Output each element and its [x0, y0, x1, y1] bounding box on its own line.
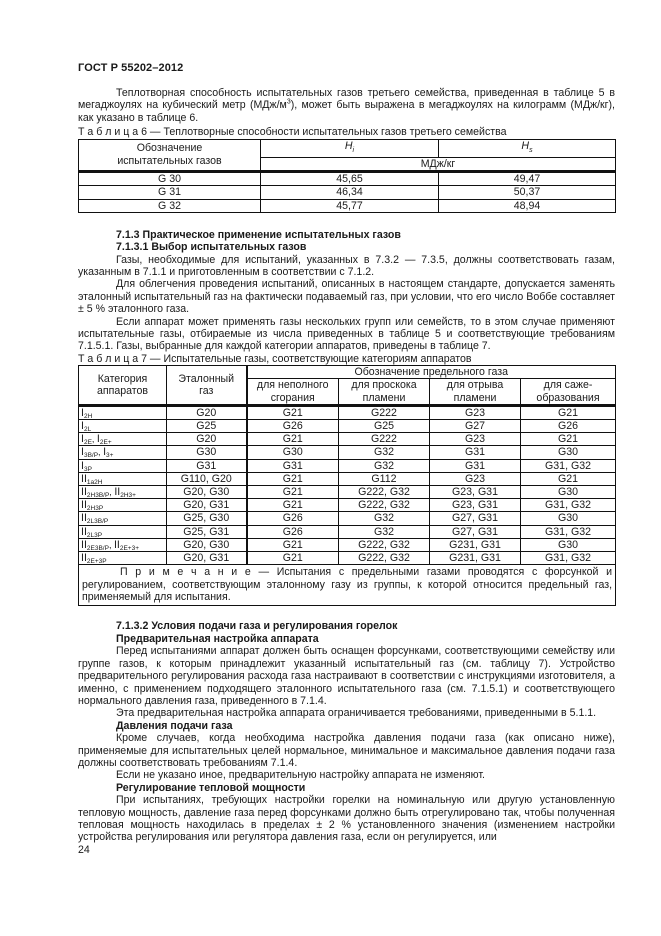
table-row	[79, 472, 616, 485]
table-row	[79, 552, 616, 565]
category-cell: $I_{2E}$, $I_{2E+}$	[79, 433, 167, 446]
table-row: G 31 46,34 50,37	[79, 186, 616, 199]
flashback-cell: G222, G32	[339, 552, 430, 565]
ref-cell: G25, G31	[167, 525, 247, 538]
liftoff-cell: G23, G31	[430, 486, 521, 499]
document-header: ГОСТ Р 55202–2012	[78, 62, 184, 74]
flashback-cell: G222, G32	[339, 486, 430, 499]
incomplete-cell: G30	[247, 446, 339, 459]
liftoff-cell: G27	[430, 420, 521, 433]
incomplete-cell: G21	[247, 433, 339, 446]
paragraph: Если аппарат может применять газы нескольких групп или семейств, то в этом случае применяют испытательные газы, отбираемые из числа приведенных в таблице 5 и соответствующие требованиям 7.1.5.1. Газы, выбранные для каждой категории аппаратов, приведены в таблице 7.	[78, 315, 615, 353]
table-row: G 30 45,65 49,47	[79, 172, 616, 186]
table-6	[78, 139, 616, 213]
liftoff-cell: G27, G31	[430, 512, 521, 525]
ref-cell: G20, G30	[167, 538, 247, 551]
incomplete-cell: G21	[247, 552, 339, 565]
unit-header: МДж/кг	[261, 157, 616, 171]
section-heading: 7.1.3 Практическое применение испытательных газов	[116, 228, 401, 241]
flashback-cell: G222, G32	[339, 499, 430, 512]
soot-cell: G31, G32	[521, 459, 616, 472]
ref-cell: G20	[167, 433, 247, 446]
table-row	[79, 420, 616, 433]
ref-cell: G31	[167, 459, 247, 472]
liftoff-cell: G31	[430, 459, 521, 472]
ref-cell: G20, G31	[167, 552, 247, 565]
caption-label: Т а б л и ц а 7	[78, 352, 147, 365]
paragraph: Кроме случаев, когда необходима настройка давления подачи газа (как описано ниже), применяемые для испытательных целей нормальное, минимальное и максимальное давления подачи газа должны соответствовать требованиям 7.1.4.	[78, 732, 615, 769]
superscript: 3	[286, 98, 291, 106]
subheading-presetting: Предварительная настройка аппарата	[116, 632, 319, 645]
liftoff-cell: G31	[430, 446, 521, 459]
category-cell: $II_{2H3P}$	[79, 499, 167, 512]
liftoff-cell: G23	[430, 405, 521, 419]
paragraph: Эта предварительная настройка аппарата ограничивается требованиями, приведенными в 5.1.1.	[116, 707, 597, 720]
section-heading: 7.1.3.2 Условия подачи газа и регулирования горелок	[116, 620, 398, 633]
table6-caption	[78, 126, 615, 138]
liftoff-cell: G231, G31	[430, 552, 521, 565]
flashback-cell: G112	[339, 472, 430, 485]
table-note	[79, 565, 616, 606]
paragraph: Если не указано иное, предварительную настройку аппарата не изменяют.	[116, 769, 485, 782]
table7-caption	[78, 353, 615, 365]
subsection-heading: 7.1.3.1 Выбор испытательных газов	[116, 241, 307, 254]
soot-cell: G30	[521, 538, 616, 551]
table-row	[79, 433, 616, 446]
soot-cell: G30	[521, 486, 616, 499]
col-header-flashback: для проскока пламени	[339, 379, 430, 405]
caption-text: — Теплотворные способности испытательных газов третьего семейства	[146, 126, 507, 139]
paragraph: Для облегчения проведения испытаний, описанных в настоящем стандарте, допускается заменять эталонный испытательный газ на фактически подаваемый газ, при условии, что его число Воббе составляет ± 5 % эталонного газа.	[78, 278, 615, 316]
col-header-gas: Обозначение испытательных газов	[79, 139, 261, 172]
table-row	[79, 405, 616, 419]
table-row	[79, 459, 616, 472]
category-cell: $I_{2H}$	[79, 405, 167, 419]
col-header-incomplete: для неполного сгорания	[247, 379, 339, 405]
soot-cell: G31, G32	[521, 499, 616, 512]
note-label: П р и м е ч а н и е	[120, 566, 251, 579]
table-row	[79, 512, 616, 525]
flashback-cell: G222, G32	[339, 538, 430, 551]
flashback-cell: G25	[339, 420, 430, 433]
note-text: — Испытания с предельными газами проводятся с форсункой и регулированием, соответствующим эталонному газу из группы, к которой относится предельный газ, применяемый для испытания.	[82, 566, 613, 604]
soot-cell: G30	[521, 512, 616, 525]
ref-cell: G30	[167, 446, 247, 459]
liftoff-cell: G231, G31	[430, 538, 521, 551]
page-body	[78, 87, 615, 856]
incomplete-cell: G21	[247, 472, 339, 485]
table-row	[79, 499, 616, 512]
soot-cell: G31, G32	[521, 552, 616, 565]
soot-cell: G31, G32	[521, 525, 616, 538]
incomplete-cell: G21	[247, 486, 339, 499]
liftoff-cell: G27, G31	[430, 525, 521, 538]
subheading-pressure: Давления подачи газа	[116, 719, 233, 732]
incomplete-cell: G26	[247, 512, 339, 525]
ref-cell: G25	[167, 420, 247, 433]
incomplete-cell: G21	[247, 405, 339, 419]
subheading-heat-output: Регулирование тепловой мощности	[116, 781, 306, 794]
category-cell: $II_{2E3B/P}$, $II_{2E+3+}$	[79, 538, 167, 551]
col-header-category: Категория аппаратов	[79, 366, 167, 406]
flashback-cell: G32	[339, 446, 430, 459]
table-row	[79, 538, 616, 551]
paragraph: При испытаниях, требующих настройки горелки на номинальную или другую установленную тепловую мощность, давление газа перед форсунками должно быть отрегулировано так, чтобы полученная тепловая мощность находилась в пределах ± 2 % установленного значения (изменением настройки устройства регулирования или регулятора давления газа, если он регулируется, или	[78, 794, 615, 844]
intro-text-a: Теплотворная способность испытательных газов третьего семейства, приведенная в таблице 5 в мегаджоулях на кубический метр (МДж/м	[78, 87, 615, 112]
ref-cell: G20	[167, 405, 247, 419]
table-row	[79, 525, 616, 538]
col-header-hs: $H_s$	[439, 139, 616, 157]
intro-text-b: ), может быть выражена в мегаджоулях на килограмм (МДж/кг), как указано в таблице 6.	[78, 99, 615, 124]
category-cell: $II_{2L3P}$	[79, 525, 167, 538]
incomplete-cell: G31	[247, 459, 339, 472]
col-header-soot: для саже-образования	[521, 379, 616, 405]
page-number: 24	[78, 843, 90, 856]
col-header-hi: $H_i$	[261, 139, 439, 157]
caption-label: Т а б л и ц а 6	[78, 126, 147, 139]
category-cell: $II_{2E+3P}$	[79, 552, 167, 565]
incomplete-cell: G21	[247, 499, 339, 512]
flashback-cell: G222	[339, 433, 430, 446]
caption-text: — Испытательные газы, соответствующие категориям аппаратов	[146, 352, 472, 365]
incomplete-cell: G26	[247, 420, 339, 433]
ref-cell: G20, G30	[167, 486, 247, 499]
ref-cell: G25, G30	[167, 512, 247, 525]
incomplete-cell: G21	[247, 538, 339, 551]
soot-cell: G21	[521, 472, 616, 485]
category-cell: $I_{2L}$	[79, 420, 167, 433]
incomplete-cell: G26	[247, 525, 339, 538]
col-header-limit-gas: Обозначение предельного газа	[247, 366, 616, 379]
ref-cell: G20, G31	[167, 499, 247, 512]
col-header-reference: Эталонный газ	[167, 366, 247, 406]
paragraph: Газы, необходимые для испытаний, указанных в 7.3.2 — 7.3.5, должны соответствовать газам, указанным в 7.1.1 и приготовленным в соответствии с 7.1.2.	[78, 253, 615, 278]
category-cell: $II_{2L3B/P}$	[79, 512, 167, 525]
table-row	[79, 446, 616, 459]
table-7	[78, 365, 616, 606]
liftoff-cell: G23	[430, 472, 521, 485]
col-header-liftoff: для отрыва пламени	[430, 379, 521, 405]
table-row	[79, 486, 616, 499]
category-cell: $I_{3P}$	[79, 459, 167, 472]
category-cell: $I_{3B/P}$, $I_{3+}$	[79, 446, 167, 459]
flashback-cell: G32	[339, 512, 430, 525]
flashback-cell: G32	[339, 459, 430, 472]
table-row: G 32 45,77 48,94	[79, 199, 616, 212]
paragraph: Перед испытаниями аппарат должен быть оснащен форсунками, соответствующими семейству или группе газов, к которым принадлежит указанный испытательный газ (см. таблицу 7). Устройство предварительного регулирования расхода газа настраивают в соответствии с инструкциями изготовителя, а именно, с применением подходящего эталонного испытательного газа (см. 7.1.5.1) и соответствующего нормального давления газа, приведенного в 7.1.4.	[78, 645, 615, 707]
flashback-cell: G222	[339, 405, 430, 419]
category-cell: $II_{1a2H}$	[79, 472, 167, 485]
ref-cell: G110, G20	[167, 472, 247, 485]
intro-paragraph	[78, 87, 615, 124]
soot-cell: G26	[521, 420, 616, 433]
liftoff-cell: G23, G31	[430, 499, 521, 512]
soot-cell: G30	[521, 446, 616, 459]
flashback-cell: G32	[339, 525, 430, 538]
category-cell: $II_{2H3B/P}$, $II_{2H3+}$	[79, 486, 167, 499]
liftoff-cell: G23	[430, 433, 521, 446]
soot-cell: G21	[521, 405, 616, 419]
soot-cell: G21	[521, 433, 616, 446]
